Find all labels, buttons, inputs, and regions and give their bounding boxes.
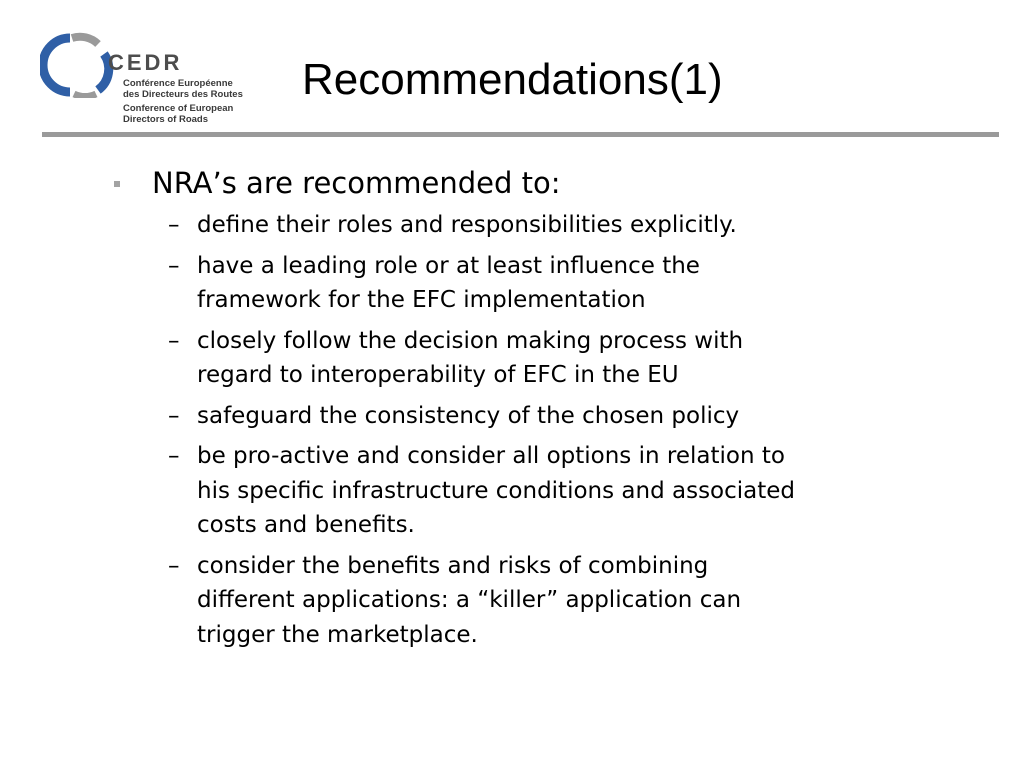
list-item-text: be pro-active and consider all options in relation to his specific infrastructure conditions and associated costs and benefits.	[197, 443, 796, 538]
main-bullet	[114, 166, 561, 200]
logo-line-1: Conférence Européenne	[123, 78, 233, 89]
dash-bullet-icon: –	[168, 552, 180, 579]
list-item-text: have a leading role or at least influence the framework for the EFC implementation	[197, 252, 700, 313]
dash-bullet-icon: –	[168, 443, 180, 469]
title-divider	[42, 132, 999, 137]
list-item	[168, 439, 958, 543]
main-bullet-text: NRA’s are recommended to:	[152, 166, 561, 200]
list-item	[168, 399, 958, 434]
logo-line-4: Directors of Roads	[123, 114, 208, 125]
recommendation-list	[168, 208, 958, 658]
square-bullet-icon	[114, 181, 120, 187]
list-item	[168, 324, 958, 393]
list-item	[168, 208, 958, 243]
list-item-text: safeguard the consistency of the chosen policy	[197, 402, 740, 429]
dash-bullet-icon: –	[168, 327, 180, 354]
cedr-logo	[40, 32, 243, 128]
logo-line-3: Conference of European	[123, 103, 234, 114]
list-item	[168, 549, 958, 653]
list-item	[168, 249, 958, 318]
list-item-text: consider the benefits and risks of combining different applications: a “killer” application can trigger the marketplace.	[197, 552, 742, 648]
dash-bullet-icon: –	[168, 212, 180, 238]
dash-bullet-icon: –	[168, 252, 180, 279]
list-item-text: closely follow the decision making process with regard to interoperability of EFC in the EU	[197, 327, 744, 388]
dash-bullet-icon: –	[168, 402, 180, 429]
slide-title: Recommendations(1)	[302, 55, 723, 104]
list-item-text: define their roles and responsibilities explicitly.	[197, 212, 737, 238]
logo-line-2: des Directeurs des Routes	[123, 89, 243, 100]
logo-wordmark: CEDR	[108, 50, 183, 75]
